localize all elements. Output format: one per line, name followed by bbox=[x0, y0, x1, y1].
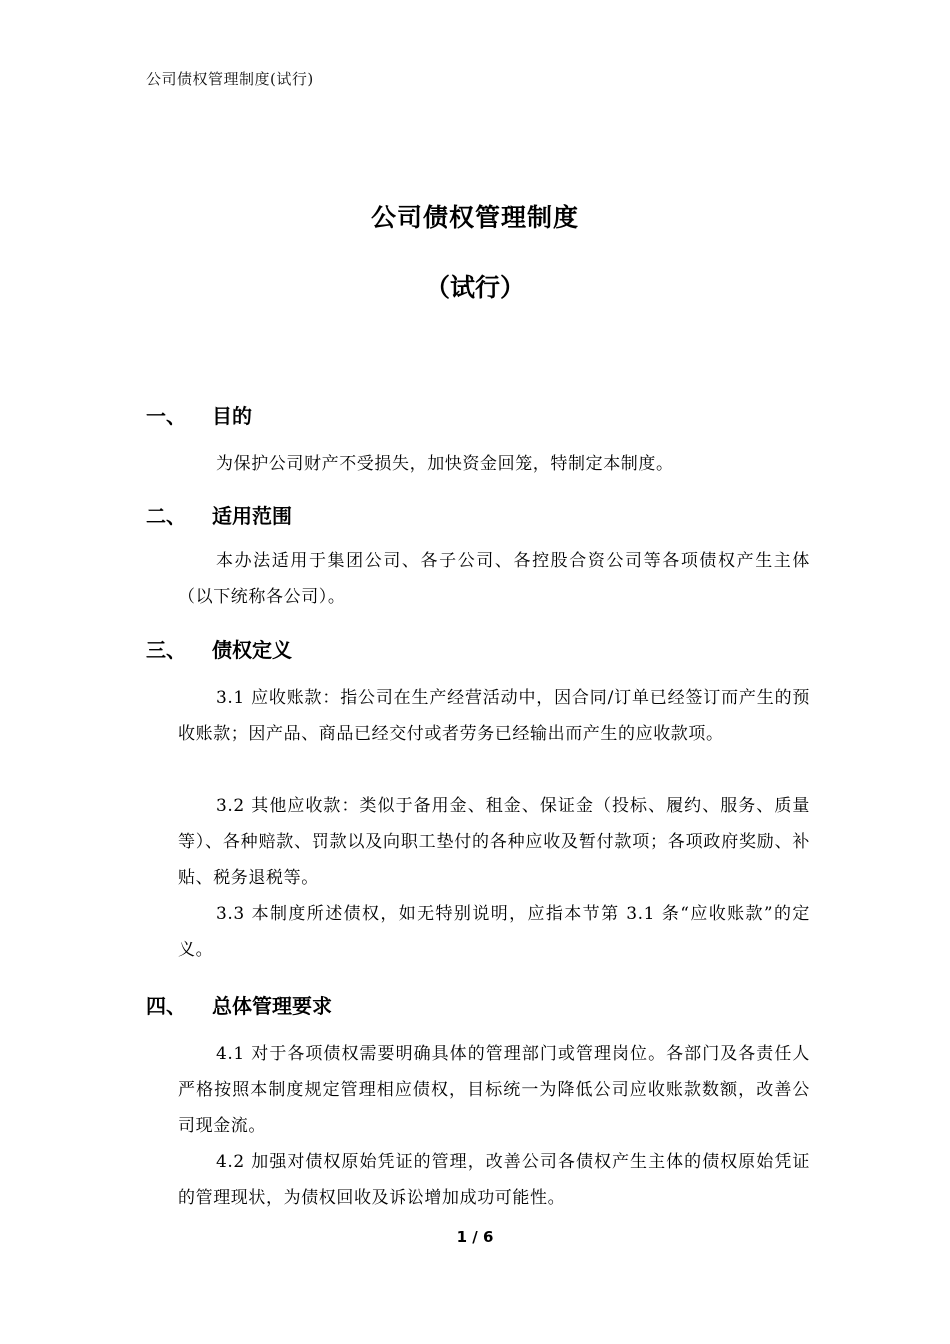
paragraph-4-2: 4.2 加强对债权原始凭证的管理，改善公司各债权产生主体的债权原始凭证的管理现状，为债权回收及诉讼增加成功可能性。 bbox=[178, 1152, 810, 1208]
section-title: 债权定义 bbox=[212, 638, 292, 662]
paragraph-4-1: 4.1 对于各项债权需要明确具体的管理部门或管理岗位。各部门及各责任人严格按照本制度规定管理相应债权，目标统一为降低公司应收账款数额，改善公司现金流。 bbox=[178, 1044, 810, 1136]
section-number: 一、 bbox=[146, 404, 186, 428]
page-number: 1 / 6 bbox=[456, 1228, 494, 1246]
paragraph-purpose: 为保护公司财产不受损失，加快资金回笼，特制定本制度。 bbox=[216, 454, 674, 474]
paragraph-3-3: 3.3 本制度所述债权，如无特别说明，应指本节第 3.1 条“应收账款”的定义。 bbox=[178, 904, 810, 960]
section-heading-scope bbox=[146, 500, 292, 529]
document-title: 公司债权管理制度 bbox=[370, 203, 579, 232]
paragraph-3-2: 3.2 其他应收款：类似于备用金、租金、保证金（投标、履约、服务、质量等）、各种赔款、罚款以及向职工垫付的各种应收及暂付款项；各项政府奖励、补贴、税务退税等。 bbox=[178, 796, 810, 888]
section-title: 目的 bbox=[212, 404, 252, 428]
section-title: 适用范围 bbox=[212, 504, 292, 528]
section-title: 总体管理要求 bbox=[212, 994, 332, 1018]
section-heading-definition bbox=[146, 634, 292, 663]
paragraph-3-1: 3.1 应收账款：指公司在生产经营活动中，因合同/订单已经签订而产生的预收账款；因产品、商品已经交付或者劳务已经输出而产生的应收款项。 bbox=[178, 688, 810, 744]
paragraph-scope: 本办法适用于集团公司、各子公司、各控股合资公司等各项债权产生主体（以下统称各公司）。 bbox=[178, 551, 810, 607]
running-header: 公司债权管理制度(试行) bbox=[146, 70, 314, 88]
section-heading-general-requirements bbox=[146, 990, 332, 1019]
section-number: 二、 bbox=[146, 504, 186, 528]
document-subtitle: （试行） bbox=[424, 273, 525, 302]
section-heading-purpose bbox=[146, 400, 252, 429]
section-number: 四、 bbox=[146, 994, 186, 1018]
section-number: 三、 bbox=[146, 638, 186, 662]
